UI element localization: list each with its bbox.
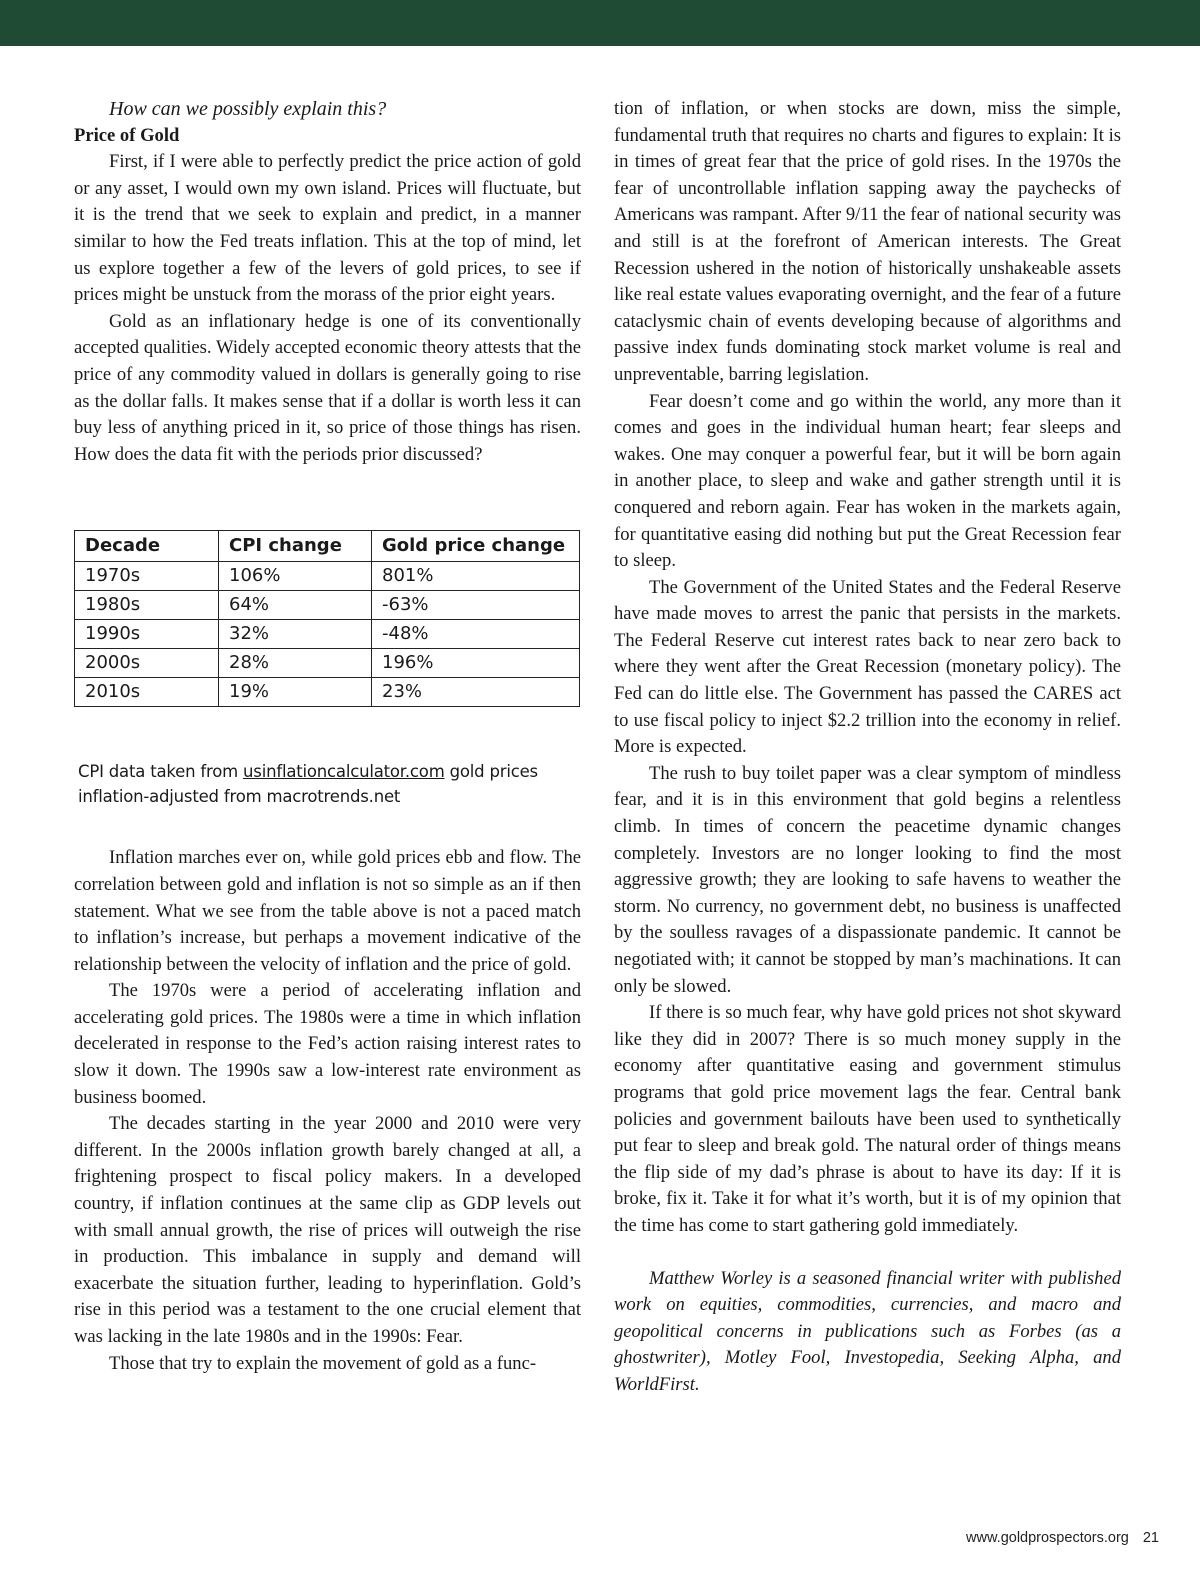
paragraph: The Government of the United States and the Federal Reserve have made moves to arrest the panic that persists in the markets. The Federal Reserve cut interest rates back to near zero back to where they went after the Great Recession (monetary policy). The Fed can do little else. The Government has passed the CARES act to use fiscal policy to inject $2.2 trillion into the economy in relief. More is expected. — [614, 576, 1121, 758]
table-row — [75, 678, 580, 707]
table-row — [75, 562, 580, 591]
paragraph: Gold as an inflationary hedge is one of its conventionally accepted qualities. Widely accepted economic theory attests that the price of any commodity valued in dollars is generally going to rise as the dollar falls. It makes sense that if a dollar is worth less it can buy less of anything priced in it, so price of those things has risen. How does the data fit with the periods prior discussed? — [74, 310, 581, 465]
caption-prefix: CPI data taken from — [78, 762, 244, 782]
right-column — [614, 96, 1121, 1399]
page-footer — [966, 1530, 1159, 1546]
source-link[interactable]: usinflationcalculator.com — [243, 762, 445, 782]
table-cell: 106% — [219, 562, 372, 591]
table-caption — [78, 759, 581, 809]
table-cell: -63% — [372, 591, 580, 620]
table-header-row — [75, 531, 580, 562]
table-header: Decade — [75, 531, 219, 562]
intro-question: How can we possibly explain this? — [109, 98, 387, 120]
page-number: 21 — [1142, 1530, 1159, 1546]
table-cell: 1990s — [75, 620, 219, 649]
author-bio: Matthew Worley is a seasoned financial writer with published work on equities, commodities, currencies, and macro and geopolitical concerns in publications such as Forbes (as a ghostwriter), Motley Fool, Investopedia, Seeking Alpha, and WorldFirst. — [614, 1267, 1121, 1395]
table-cell: 28% — [219, 649, 372, 678]
header-bar — [0, 0, 1200, 46]
table-header: Gold price change — [372, 531, 580, 562]
table-cell: 2010s — [75, 678, 219, 707]
table-row — [75, 620, 580, 649]
paragraph: First, if I were able to perfectly predict the price action of gold or any asset, I would own my own island. Prices will fluctuate, but it is the trend that we seek to explain and predict, in a manner similar to how the Fed treats inflation. This at the top of mind, let us explore together a few of the levers of gold prices, to see if prices might be unstuck from the morass of the prior eight years. — [74, 151, 581, 306]
table-cell: 1980s — [75, 591, 219, 620]
table-row — [75, 591, 580, 620]
paragraph-continuation: tion of inflation, or when stocks are down, miss the simple, fundamental truth that requires no charts and figures to explain: It is in times of great fear that the price of gold rises. In the 1970s the fear of uncontrollable inflation sapping away the paychecks of Americans was rampant. After 9/11 the fear of national security was and still is at the forefront of American interests. The Great Recession ushered in the notion of historically unshakeable assets like real estate values evaporating overnight, and the fear of a future cataclysmic chain of events developing because of algorithms and passive index funds dominating stock market volume is real and unpreventable, barring legislation. — [614, 98, 1121, 385]
paragraph: If there is so much fear, why have gold prices not shot skyward like they did in 2007? There is so much money supply in the economy after quantitative easing and government stimulus programs that gold price movement lags the fear. Central bank policies and government bailouts have been used to synthetically put fear to sleep and break gold. The natural order of things means the flip side of my dad’s phrase is about to have its day: If it is broke, fix it. Take it for what it’s worth, but it is of my opinion that the time has come to start gathering gold immediately. — [614, 1002, 1121, 1236]
gold-cpi-table — [74, 530, 580, 707]
paragraph: The decades starting in the year 2000 and 2010 were very different. In the 2000s inflation growth barely changed at all, a frightening prospect to fiscal policy makers. In a developed country, if inflation continues at the same clip as GDP levels out with small annual growth, the rise of prices will outweigh the rise in production. This imbalance in supply and demand will exacerbate the situation further, leading to hyperinflation. Gold’s rise in this period was a testament to the one crucial element that was lacking in the late 1980s and in the 1990s: Fear. — [74, 1113, 581, 1347]
table-cell: 23% — [372, 678, 580, 707]
section-title: Price of Gold — [74, 124, 180, 146]
table-row — [75, 649, 580, 678]
table-cell: 1970s — [75, 562, 219, 591]
left-column — [74, 96, 581, 1377]
paragraph: The 1970s were a period of accelerating inflation and accelerating gold prices. The 1980s were a time in which inflation decelerated in response to the Fed’s action raising interest rates to slow it down. The 1990s saw a low-interest rate environment as business boomed. — [74, 980, 581, 1108]
paragraph: Inflation marches ever on, while gold prices ebb and flow. The correlation between gold and inflation is not so simple as an if then statement. What we see from the table above is not a paced match to inflation’s increase, but perhaps a movement indicative of the relationship between the velocity of inflation and the price of gold. — [74, 847, 581, 975]
caption-suffix: gold prices inflation-adjusted from macrotrends.net — [78, 762, 538, 807]
table-cell: 32% — [219, 620, 372, 649]
table-cell: 801% — [372, 562, 580, 591]
table-cell: 64% — [219, 591, 372, 620]
table-cell: -48% — [372, 620, 580, 649]
table-header: CPI change — [219, 531, 372, 562]
paragraph: Fear doesn’t come and go within the world, any more than it comes and goes in the individual human heart; fear sleeps and wakes. One may conquer a powerful fear, but it will be born again in another place, to sleep and wake and gather strength until it is conquered and reborn again. Fear has woken in the markets again, for quantitative easing did nothing but put the Great Recession fear to sleep. — [614, 390, 1121, 572]
footer-url[interactable]: www.goldprospectors.org — [966, 1530, 1129, 1546]
paragraph: The rush to buy toilet paper was a clear symptom of mindless fear, and it is in this environment that gold begins a relentless climb. In times of concern the peacetime dynamic changes completely. Investors are no longer looking to find the most aggressive growth; they are looking to safe havens to weather the storm. No currency, no government debt, no business is unaffected by the soulless ravages of a dispassionate pandemic. It cannot be negotiated with; it cannot be stopped by man’s machinations. It can only be slowed. — [614, 762, 1121, 997]
paragraph: Those that try to explain the movement of gold as a func- — [109, 1352, 537, 1374]
table-cell: 19% — [219, 678, 372, 707]
table-cell: 196% — [372, 649, 580, 678]
table-cell: 2000s — [75, 649, 219, 678]
